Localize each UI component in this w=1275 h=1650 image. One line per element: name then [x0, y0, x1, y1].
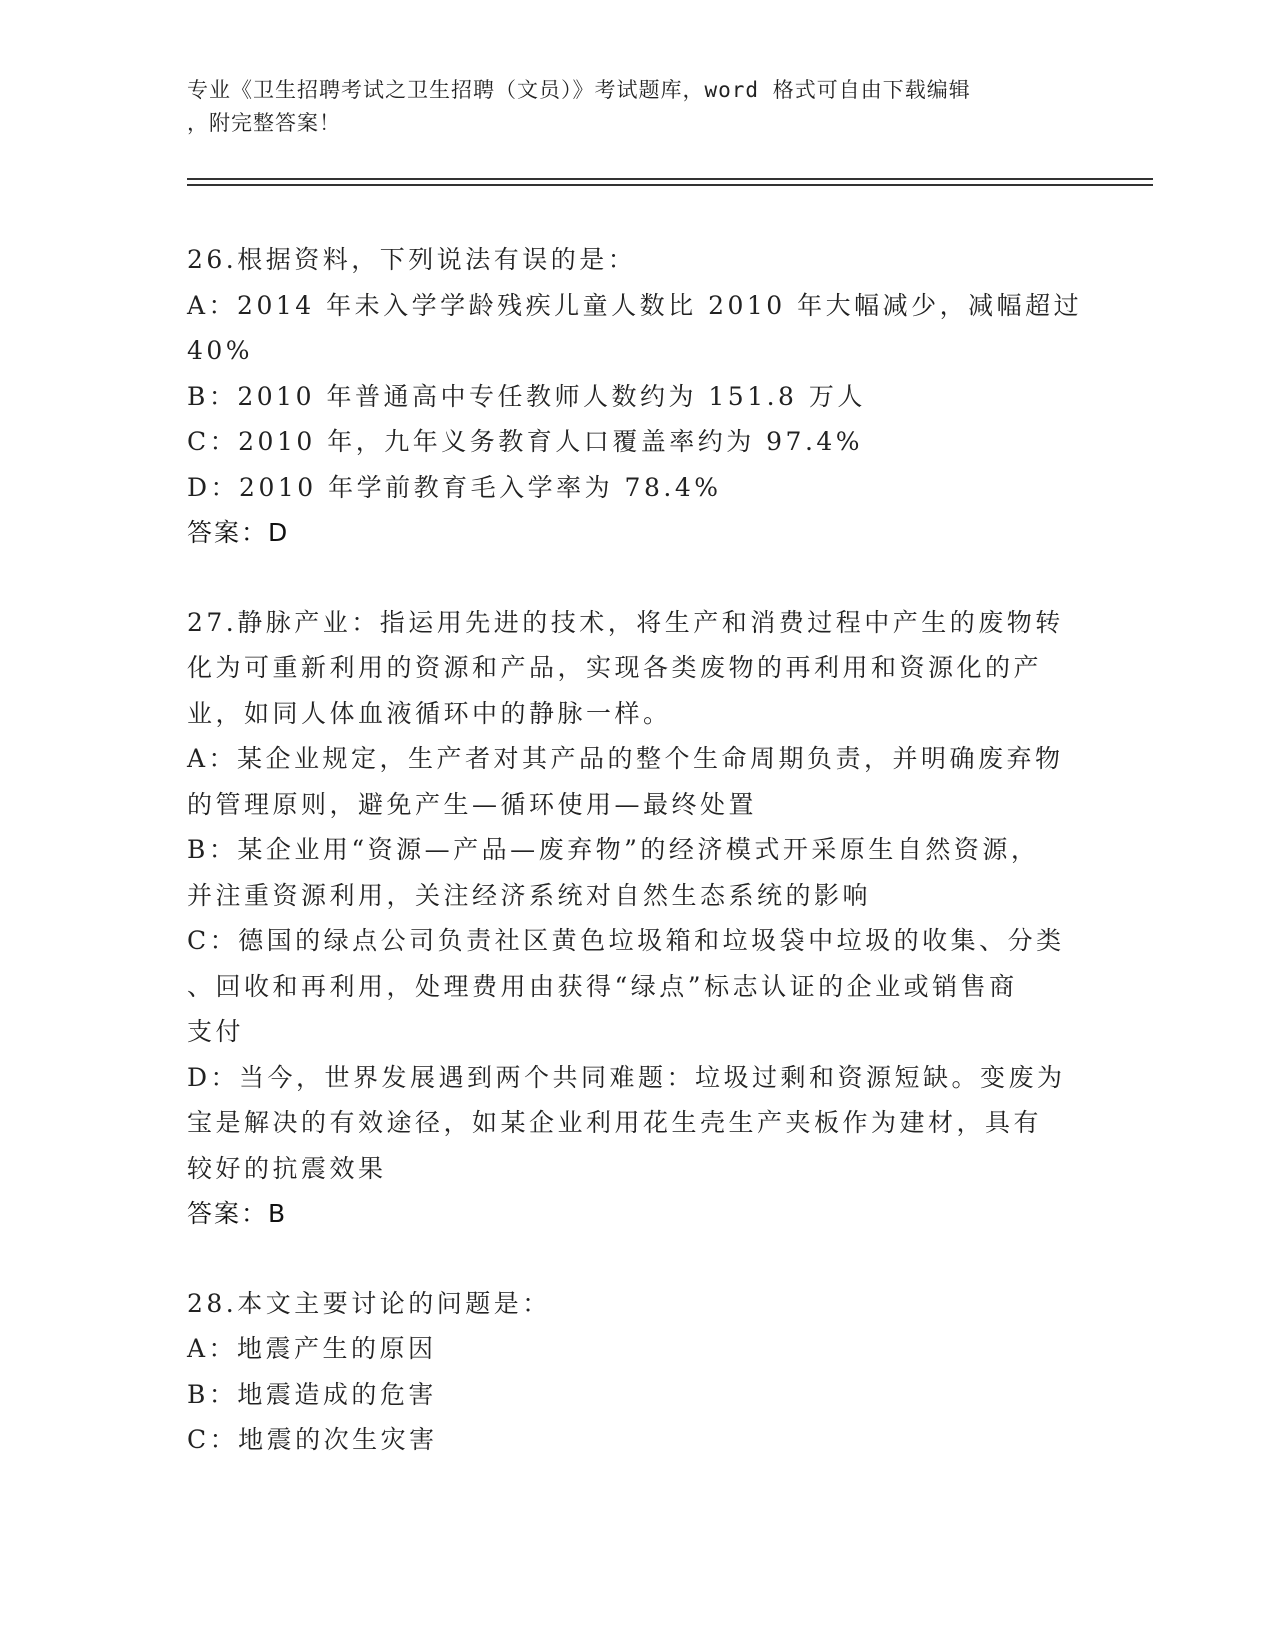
- option-c-cont: 支付: [187, 1017, 245, 1046]
- option-a-cont: 的管理原则，避免产生—循环使用—最终处置: [187, 789, 758, 819]
- answer-label: 答案：B: [187, 1199, 288, 1228]
- question-28: [187, 1281, 1087, 1463]
- question-27: [187, 600, 1087, 1237]
- option-d: D：当今，世界发展遇到两个共同难题：垃圾过剩和资源短缺。变废为: [187, 1062, 1066, 1092]
- option-a-cont: 40%: [187, 336, 254, 365]
- header-line: 专业《卫生招聘考试之卫生招聘（文员）》考试题库，word 格式可自由下载编辑: [187, 78, 971, 102]
- question-stem: 化为可重新利用的资源和产品，实现各类废物的再利用和资源化的产: [187, 653, 1043, 682]
- option-d: D：2010 年学前教育毛入学率为 78.4%: [187, 472, 722, 502]
- header-divider: [187, 178, 1153, 180]
- option-c: C：2010 年，九年义务教育人口覆盖率约为 97.4%: [187, 427, 864, 456]
- option-c: C：地震的次生灾害: [187, 1425, 438, 1454]
- header-line: ，附完整答案！: [187, 111, 341, 135]
- option-d-cont: 较好的抗震效果: [187, 1153, 387, 1183]
- question-list: [187, 237, 1087, 1507]
- question-26: [187, 237, 1087, 556]
- option-b: B：2010 年普通高中专任教师人数约为 151.8 万人: [187, 381, 866, 411]
- option-b: B：地震造成的危害: [187, 1379, 437, 1409]
- option-c-cont: 、回收和再利用，处理费用由获得“绿点”标志认证的企业或销售商: [187, 971, 1018, 1001]
- option-b-cont: 并注重资源利用，关注经济系统对自然生态系统的影响: [187, 880, 872, 910]
- answer-label: 答案：D: [187, 518, 290, 547]
- question-stem: 27.静脉产业：指运用先进的技术，将生产和消费过程中产生的废物转: [187, 607, 1064, 637]
- option-b: B：某企业用“资源—产品—废弃物”的经济模式开采原生自然资源，: [187, 835, 1040, 864]
- option-a: A：某企业规定，生产者对其产品的整个生命周期负责，并明确废弃物: [187, 744, 1064, 773]
- question-stem: 26.根据资料，下列说法有误的是：: [187, 245, 637, 274]
- option-a: A：地震产生的原因: [187, 1334, 437, 1363]
- page-header: [187, 74, 1087, 140]
- question-stem: 28.本文主要讨论的问题是：: [187, 1288, 551, 1318]
- option-c: C：德国的绿点公司负责社区黄色垃圾箱和垃圾袋中垃圾的收集、分类: [187, 926, 1065, 955]
- option-a: A：2014 年未入学学龄残疾儿童人数比 2010 年大幅减少，减幅超过: [187, 290, 1083, 320]
- option-d-cont: 宝是解决的有效途径，如某企业利用花生壳生产夹板作为建材，具有: [187, 1108, 1043, 1137]
- header-divider: [187, 184, 1153, 186]
- question-stem: 业，如同人体血液循环中的静脉一样。: [187, 698, 672, 728]
